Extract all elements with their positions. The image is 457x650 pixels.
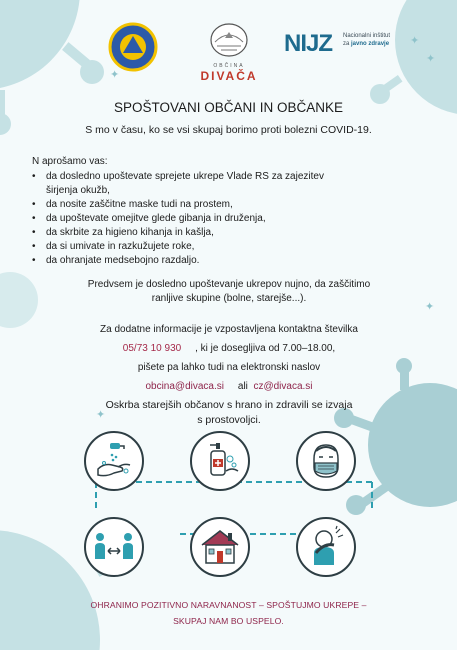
svg-text:✦: ✦ — [96, 408, 106, 421]
phone-number-link[interactable]: 05/73 10 930 — [122, 343, 182, 354]
list-item: širjenja okužb, — [46, 185, 110, 196]
cough-etiquette-icon — [296, 517, 356, 577]
stay-home-icon — [190, 517, 250, 577]
contact-line-4 — [40, 377, 418, 396]
request-intro: N aprošamo vas: — [32, 156, 108, 167]
civil-protection-logo-icon — [108, 22, 158, 72]
face-mask-icon — [296, 431, 356, 491]
svg-text:✦: ✦ — [425, 300, 435, 313]
svg-text:✦: ✦ — [410, 34, 420, 47]
virus-small-left-icon — [0, 272, 38, 328]
contact-hours: , ki je dosegljiva od 7.00–18.00, — [195, 343, 336, 354]
contact-info — [40, 320, 418, 396]
email-link-cz[interactable]: cz@divaca.si — [253, 381, 313, 392]
list-item: • da skrbite za higieno kihanja in kašlja, — [32, 226, 352, 240]
list-item: • da nosite zaščitne maske tudi na prostem, — [32, 198, 352, 212]
municipality-emblem-icon — [209, 22, 249, 58]
municipality-name: DIVAČA — [200, 69, 258, 83]
contact-line-3: pišete pa lahko tudi na elektronski naslov — [137, 362, 321, 373]
contact-or: ali — [237, 381, 248, 392]
note-line-1: Predvsem je dosledno upoštevanje ukrepov nujno, da zaščitimo — [87, 279, 371, 290]
help-line-2: s prostovoljci. — [197, 414, 261, 426]
nijz-tagline-emphasis: javno zdravje — [351, 41, 390, 47]
footer-line-1: OHRANIMO POZITIVNO NARAVNANOST – SPOŠTUJMO UKREPE – — [90, 600, 367, 610]
hand-washing-icon — [84, 431, 144, 491]
nijz-tagline-line2 — [343, 40, 413, 48]
list-item: • da ohranjate medsebojno razdaljo. — [32, 254, 352, 268]
contact-line-1: Za dodatne informacije je vzpostavljena kontaktna številka — [100, 324, 358, 335]
nijz-tagline — [343, 32, 413, 48]
volunteer-help — [40, 398, 418, 428]
list-item: • da si umivate in razkužujete roke, — [32, 240, 352, 254]
contact-line-2 — [40, 339, 418, 358]
municipality-label: OBČINA — [213, 63, 245, 69]
footer-line-2: SKUPAJ NAM BO USPELO. — [173, 616, 284, 626]
svg-text:✦: ✦ — [426, 52, 436, 65]
nijz-wordmark: NIJZ — [284, 30, 333, 57]
request-list — [32, 170, 352, 268]
nijz-logo — [284, 28, 414, 68]
vulnerable-groups-note — [40, 278, 418, 306]
svg-text:✦: ✦ — [110, 68, 120, 81]
nijz-tagline-line1: Nacionalni inštitut — [343, 33, 391, 39]
municipality-logo — [198, 22, 260, 86]
footer-slogan — [30, 597, 427, 629]
list-item: • da dosledno upoštevate sprejete ukrepe Vlade RS za zajezitev — [32, 170, 352, 184]
page-subtitle: S mo v času, ko se vsi skupaj borimo proti bolezni COVID-19. — [85, 124, 372, 136]
distancing-icon — [84, 517, 144, 577]
logo-bar — [0, 22, 457, 92]
disinfectant-icon — [190, 431, 250, 491]
email-link-obcina[interactable]: obcina@divaca.si — [145, 381, 224, 392]
note-line-2: ranljive skupine (bolne, starejše...). — [151, 293, 307, 304]
help-line-1: Oskrba starejših občanov s hrano in zdravili se izvaja — [105, 399, 353, 411]
nijz-tagline-prefix: za — [343, 41, 352, 47]
list-item: • da upoštevate omejitve glede gibanja in druženja, — [32, 212, 352, 226]
page-title: SPOŠTOVANI OBČANI IN OBČANKE — [113, 100, 344, 115]
